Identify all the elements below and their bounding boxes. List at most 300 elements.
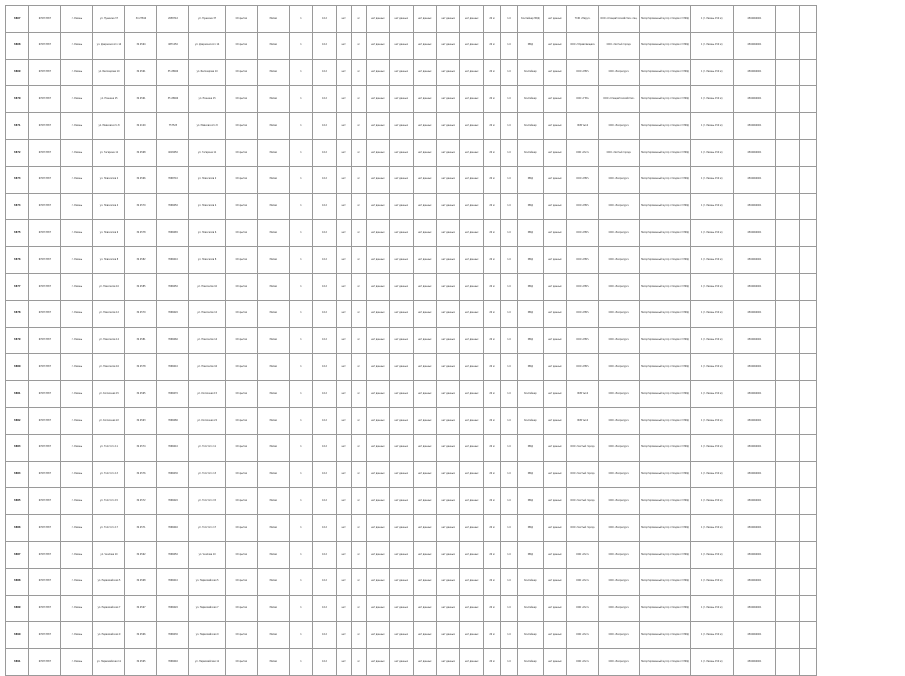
table-cell: нет [336, 327, 351, 354]
table-cell: ООО «Уют» [567, 139, 599, 166]
table-cell: ООО «Экоресурс» [599, 434, 640, 461]
table-cell: 3568440 [157, 649, 189, 676]
table-cell: ООО «Экоресурс» [599, 649, 640, 676]
table-cell: 1.0 [500, 622, 517, 649]
table-cell: нет [336, 300, 351, 327]
table-cell: нет данных [436, 32, 459, 59]
table-cell: 34 4566 [125, 166, 157, 193]
table-cell [799, 381, 816, 408]
table-cell: 0.12 [313, 434, 336, 461]
table-cell: 35 28460 [157, 86, 189, 113]
table-cell: Малая [257, 59, 289, 86]
table-cell: ос [351, 6, 366, 33]
table-cell: ООО «Экоресурс» [599, 327, 640, 354]
table-cell: 3881 [6, 381, 29, 408]
table-cell: 34 4567 [125, 595, 157, 622]
table-cell: 35 28460 [157, 59, 189, 86]
table-cell: ООО «РЭУ» [567, 300, 599, 327]
table-cell: 0.12 [313, 32, 336, 59]
table-cell: Малая [257, 541, 289, 568]
table-cell: г. Разань [61, 434, 93, 461]
table-cell: ул. Колхозная 15 [93, 381, 125, 408]
table-cell: нет данных [436, 273, 459, 300]
table-cell: нет данных [460, 86, 483, 113]
table-cell: нет данных [436, 354, 459, 381]
table-cell: 3867 [6, 6, 29, 33]
table-cell: 3568420 [157, 300, 189, 327]
table-cell: ос [351, 649, 366, 676]
table-cell: 3878 [6, 300, 29, 327]
table-row [6, 166, 817, 193]
table-cell: ул. Толстого 17 [93, 515, 125, 542]
table-row [6, 300, 817, 327]
table-cell: ул. Новоселов 14 [189, 327, 225, 354]
table-cell: нет данных [366, 407, 389, 434]
table-cell: 4502904001 [733, 407, 776, 434]
table-cell [799, 649, 816, 676]
table-cell: нет данных [460, 568, 483, 595]
table-cell: ул. Маяковского 8 [189, 113, 225, 140]
table-cell: Открытая [225, 6, 257, 33]
table-cell: ул. Белозерова 10 [93, 59, 125, 86]
table-cell: нет данных [543, 568, 566, 595]
table-cell: 1.0 [500, 407, 517, 434]
table-cell: Несортированный мусор отходов от МКД [639, 247, 690, 274]
table-cell: ул. Новоселов 16 [93, 354, 125, 381]
table-cell: нет данных [366, 6, 389, 33]
table-cell: Открытая [225, 166, 257, 193]
table-cell [776, 327, 799, 354]
table-cell: нет данных [413, 139, 436, 166]
table-cell: г. Разань [61, 113, 93, 140]
table-cell: нет данных [413, 273, 436, 300]
table-cell: МКД [518, 541, 544, 568]
table-cell: ООО «РЭУ» [567, 354, 599, 381]
table-cell: нет данных [413, 381, 436, 408]
table-cell: 1.0 [500, 113, 517, 140]
table-cell: 67ОП МЗ Н [29, 541, 61, 568]
table-cell [799, 166, 816, 193]
table-cell: нет данных [413, 649, 436, 676]
table-cell: 3885 [6, 488, 29, 515]
table-cell [776, 568, 799, 595]
table-cell: ЖЭУ №12 [567, 407, 599, 434]
table-cell: 0.12 [313, 354, 336, 381]
table-cell: 1 [289, 649, 312, 676]
table-cell [776, 113, 799, 140]
table-cell: 20 м [483, 354, 500, 381]
table-cell [799, 300, 816, 327]
table-cell: Открытая [225, 247, 257, 274]
table-cell: ос [351, 113, 366, 140]
table-cell: ос [351, 86, 366, 113]
table-cell: 4502904001 [733, 139, 776, 166]
table-cell: нет данных [390, 568, 413, 595]
table-cell: 1 [289, 220, 312, 247]
table-cell: нет данных [390, 300, 413, 327]
table-cell [799, 568, 816, 595]
table-cell: 2658742 [157, 6, 189, 33]
table-cell: 34 27810 [125, 6, 157, 33]
table-cell: 20 м [483, 622, 500, 649]
table-cell: 3568440 [157, 515, 189, 542]
table-cell: 1 [289, 139, 312, 166]
table-cell: г. Разань [61, 86, 93, 113]
table-row [6, 434, 817, 461]
table-cell: ул. Первомайская 11 [93, 649, 125, 676]
table-cell: 3876 [6, 247, 29, 274]
table-cell: нет [336, 139, 351, 166]
table-cell: ос [351, 595, 366, 622]
table-cell: нет данных [543, 541, 566, 568]
table-cell: 757523 [157, 113, 189, 140]
table-cell: 34 2109 [125, 113, 157, 140]
table-cell [776, 381, 799, 408]
table-cell: нет данных [390, 354, 413, 381]
table-cell: 1 [289, 595, 312, 622]
table-cell: Малая [257, 515, 289, 542]
table-cell: ос [351, 32, 366, 59]
table-cell: нет данных [543, 515, 566, 542]
table-cell: нет данных [390, 595, 413, 622]
table-cell: нет [336, 273, 351, 300]
table-cell: г. Разань [61, 354, 93, 381]
table-cell: 34 4579 [125, 193, 157, 220]
table-cell: ООО «Спецавтохозяйство» лиц. [599, 6, 640, 33]
table-cell: нет данных [460, 247, 483, 274]
table-cell: 67ОП МЗ Н [29, 300, 61, 327]
table-cell: 1.0 [500, 381, 517, 408]
table-cell: Малая [257, 32, 289, 59]
table-cell: Открытая [225, 273, 257, 300]
table-cell: 1.0 [500, 6, 517, 33]
table-cell: нет данных [366, 247, 389, 274]
table-cell: 20 м [483, 247, 500, 274]
table-cell [776, 32, 799, 59]
table-cell: 1.0 [500, 595, 517, 622]
table-cell: Малая [257, 461, 289, 488]
table-cell: Малая [257, 381, 289, 408]
table-cell [776, 247, 799, 274]
table-cell: 4871250 [157, 32, 189, 59]
table-cell: ул. Новоселов 2 [93, 166, 125, 193]
table-cell: ос [351, 166, 366, 193]
table-cell: нет данных [413, 461, 436, 488]
table-cell: нет данных [413, 622, 436, 649]
table-cell: ул. Толстого 11 [93, 434, 125, 461]
table-cell: МКД [518, 354, 544, 381]
table-cell: ООО «Экоресурс» [599, 622, 640, 649]
table-cell: нет данных [390, 488, 413, 515]
table-cell: нет данных [543, 488, 566, 515]
table-cell: 0.12 [313, 86, 336, 113]
table-cell: МКД [518, 515, 544, 542]
table-cell: ул. Новоселов 12 [189, 300, 225, 327]
table-cell: Малая [257, 327, 289, 354]
table-cell: нет данных [460, 541, 483, 568]
table-cell: 67ОП МЗ Н [29, 595, 61, 622]
table-cell: ос [351, 354, 366, 381]
table-cell: Несортированный мусор отходов от МКД [639, 273, 690, 300]
table-cell: 3891 [6, 649, 29, 676]
table-cell: 0.12 [313, 193, 336, 220]
table-cell: 67ОП МЗ Н [29, 354, 61, 381]
table-cell: 1.0 [500, 32, 517, 59]
table-cell: Открытая [225, 59, 257, 86]
table-cell: МКД [518, 166, 544, 193]
table-cell: 1.0 [500, 488, 517, 515]
table-cell: нет [336, 113, 351, 140]
table-cell: 20 м [483, 568, 500, 595]
table-cell [799, 515, 816, 542]
table-cell: 1.0 [500, 461, 517, 488]
table-cell: нет данных [390, 113, 413, 140]
table-cell: 4502904001 [733, 247, 776, 274]
table-cell: Открытая [225, 32, 257, 59]
table-cell: Малая [257, 139, 289, 166]
table-row [6, 193, 817, 220]
table-cell: нет данных [436, 407, 459, 434]
table-cell: нет данных [390, 32, 413, 59]
table-cell: нет данных [436, 193, 459, 220]
table-cell: 4502904001 [733, 193, 776, 220]
table-cell: г. Разань [61, 461, 93, 488]
table-cell: 1 (г. Разань 150 м) [690, 488, 733, 515]
table-cell: 1 [289, 59, 312, 86]
table-cell: нет данных [366, 59, 389, 86]
table-cell: 1 (г. Разань 150 м) [690, 541, 733, 568]
table-cell: Открытая [225, 220, 257, 247]
table-cell: г. Разань [61, 166, 93, 193]
table-cell: ООО «РЭУ» [567, 247, 599, 274]
table-cell: Открытая [225, 300, 257, 327]
table-cell: нет данных [436, 220, 459, 247]
table-cell: 3888 [6, 568, 29, 595]
table-cell: 67ОП МЗ Н [29, 193, 61, 220]
table-cell: 3877 [6, 273, 29, 300]
table-cell [776, 220, 799, 247]
table-cell: 0.12 [313, 113, 336, 140]
table-cell: 67ОП МЗ Н [29, 407, 61, 434]
table-cell: МКД [518, 193, 544, 220]
table-cell: ос [351, 59, 366, 86]
table-cell: нет данных [543, 139, 566, 166]
table-cell: 67ОП МЗ Н [29, 32, 61, 59]
table-cell: 3568450 [157, 273, 189, 300]
table-cell [776, 86, 799, 113]
table-cell [799, 541, 816, 568]
table-cell: 3869 [6, 59, 29, 86]
table-cell: 1 (г. Разань 150 м) [690, 86, 733, 113]
table-cell: нет данных [390, 622, 413, 649]
table-cell: 3568410 [157, 434, 189, 461]
table-cell: 0.12 [313, 568, 336, 595]
table-cell: 3882 [6, 407, 29, 434]
table-cell: нет данных [390, 434, 413, 461]
table-cell: 1 (г. Разань 150 м) [690, 515, 733, 542]
table-cell [776, 515, 799, 542]
table-cell: Несортированный мусор отходов от МКД [639, 461, 690, 488]
table-cell: ООО «ГУК» [567, 86, 599, 113]
table-cell [799, 86, 816, 113]
table-cell: нет данных [460, 622, 483, 649]
table-cell: ООО «РЭУ» [567, 273, 599, 300]
table-cell: 0.12 [313, 488, 336, 515]
table-cell: нет данных [460, 113, 483, 140]
table-row [6, 32, 817, 59]
table-cell: ул. Гагарина 11 [93, 139, 125, 166]
table-cell: Несортированный мусор отходов от МКД [639, 59, 690, 86]
table-cell: нет данных [543, 595, 566, 622]
table-cell [799, 113, 816, 140]
table-cell: Контейнер [518, 113, 544, 140]
table-cell: МКД [518, 32, 544, 59]
table-cell: 1 (г. Разань 150 м) [690, 649, 733, 676]
table-cell: Несортированный мусор отходов от МКД [639, 166, 690, 193]
table-cell: 20 м [483, 461, 500, 488]
table-cell: 4502904001 [733, 381, 776, 408]
table-cell: 4502904001 [733, 113, 776, 140]
table-cell: ул. Новоселов 6 [189, 220, 225, 247]
table-cell: нет [336, 407, 351, 434]
table-cell: Несортированный мусор отходов от МКД [639, 622, 690, 649]
table-cell: 1.0 [500, 220, 517, 247]
table-cell: 1 [289, 354, 312, 381]
table-cell: ул. Пушкина 37 [189, 6, 225, 33]
table-cell: нет данных [413, 541, 436, 568]
table-cell: ул. Толстого 17 [189, 515, 225, 542]
table-cell: ул. Есенина 15 [189, 86, 225, 113]
table-cell: 34 4571 [125, 515, 157, 542]
table-cell [799, 32, 816, 59]
table-cell: 1 [289, 273, 312, 300]
table-cell: 34 4572 [125, 488, 157, 515]
table-cell: 4502904001 [733, 649, 776, 676]
table-cell: 1 (г. Разань 150 м) [690, 220, 733, 247]
table-cell: ул. Новоселов 8 [189, 247, 225, 274]
table-cell: нет [336, 354, 351, 381]
table-cell: нет данных [436, 59, 459, 86]
table-cell: МКД [518, 273, 544, 300]
table-cell: ул. Маяковского 8 [93, 113, 125, 140]
table-cell: 4502904001 [733, 434, 776, 461]
table-cell [776, 273, 799, 300]
table-cell: ТСЖ «Парус» [567, 6, 599, 33]
table-row [6, 354, 817, 381]
table-cell: нет данных [460, 139, 483, 166]
table-cell: Малая [257, 622, 289, 649]
table-cell: г. Разань [61, 595, 93, 622]
table-row [6, 327, 817, 354]
table-cell: ООО «Экоресурс» [599, 354, 640, 381]
table-cell: Контейнер [518, 381, 544, 408]
table-cell: 3872 [6, 139, 29, 166]
table-cell: Открытая [225, 541, 257, 568]
table-cell: 3873 [6, 166, 29, 193]
table-cell: 1 (г. Разань 150 м) [690, 381, 733, 408]
table-cell: ул. Первомайская 5 [189, 568, 225, 595]
table-cell: Открытая [225, 327, 257, 354]
table-cell: нет данных [413, 300, 436, 327]
table-cell: 34 4565 [125, 381, 157, 408]
table-cell [776, 407, 799, 434]
table-cell: 20 м [483, 220, 500, 247]
table-row [6, 220, 817, 247]
table-cell: 1 (г. Разань 150 м) [690, 434, 733, 461]
table-cell: ос [351, 568, 366, 595]
table-cell: ООО «Чистый город» [567, 515, 599, 542]
table-cell: Несортированный мусор отходов от МКД [639, 86, 690, 113]
table-cell: нет [336, 6, 351, 33]
table-cell: нет данных [366, 193, 389, 220]
table-cell: нет данных [390, 220, 413, 247]
table-cell: нет данных [543, 220, 566, 247]
table-cell: 1 [289, 515, 312, 542]
table-cell: нет [336, 193, 351, 220]
table-cell: 1 [289, 6, 312, 33]
table-cell: нет [336, 515, 351, 542]
table-cell: ООО «Чистый город» [567, 434, 599, 461]
table-cell: 3889 [6, 595, 29, 622]
table-cell: ул. Толстого 15 [93, 488, 125, 515]
table-cell: нет данных [390, 407, 413, 434]
table-cell: нет данных [436, 595, 459, 622]
table-cell: 4502904001 [733, 6, 776, 33]
table-cell: нет данных [543, 434, 566, 461]
table-cell: 3568465 [157, 220, 189, 247]
table-cell: ул. Новоселов 14 [93, 327, 125, 354]
table-cell: ул. Новоселов 10 [189, 273, 225, 300]
table-cell: нет данных [460, 32, 483, 59]
table-cell: 67ОП МЗ Н [29, 59, 61, 86]
table-cell [776, 461, 799, 488]
table-cell: 1 (г. Разань 150 м) [690, 568, 733, 595]
table-cell: ООО «Экоресурс» [599, 407, 640, 434]
table-cell: МКД [518, 247, 544, 274]
table-cell: 4502904001 [733, 220, 776, 247]
table-cell: ООО «Экоресурс» [599, 113, 640, 140]
table-cell: нет данных [460, 434, 483, 461]
table-cell: 3568450 [157, 193, 189, 220]
table-row [6, 515, 817, 542]
table-cell: 3568410 [157, 354, 189, 381]
table-cell: 4502904001 [733, 354, 776, 381]
table-cell: Малая [257, 488, 289, 515]
table-cell: Малая [257, 6, 289, 33]
table-cell: 1 [289, 434, 312, 461]
table-cell: 0.12 [313, 541, 336, 568]
table-cell: ООО «Уют» [567, 622, 599, 649]
table-cell: Открытая [225, 86, 257, 113]
table-row [6, 139, 817, 166]
table-cell: 4502904001 [733, 32, 776, 59]
table-cell [799, 139, 816, 166]
table-cell: нет данных [413, 568, 436, 595]
table-cell: нет данных [366, 86, 389, 113]
table-row [6, 488, 817, 515]
table-cell: Малая [257, 86, 289, 113]
table-cell: 1.0 [500, 59, 517, 86]
table-cell: 67ОП МЗ Н [29, 139, 61, 166]
table-cell: Малая [257, 434, 289, 461]
table-cell: нет [336, 461, 351, 488]
table-cell: нет данных [366, 139, 389, 166]
table-cell: нет данных [366, 515, 389, 542]
table-cell: нет данных [366, 354, 389, 381]
table-cell: нет [336, 568, 351, 595]
table-cell: 0.12 [313, 595, 336, 622]
table-cell: 20 м [483, 59, 500, 86]
